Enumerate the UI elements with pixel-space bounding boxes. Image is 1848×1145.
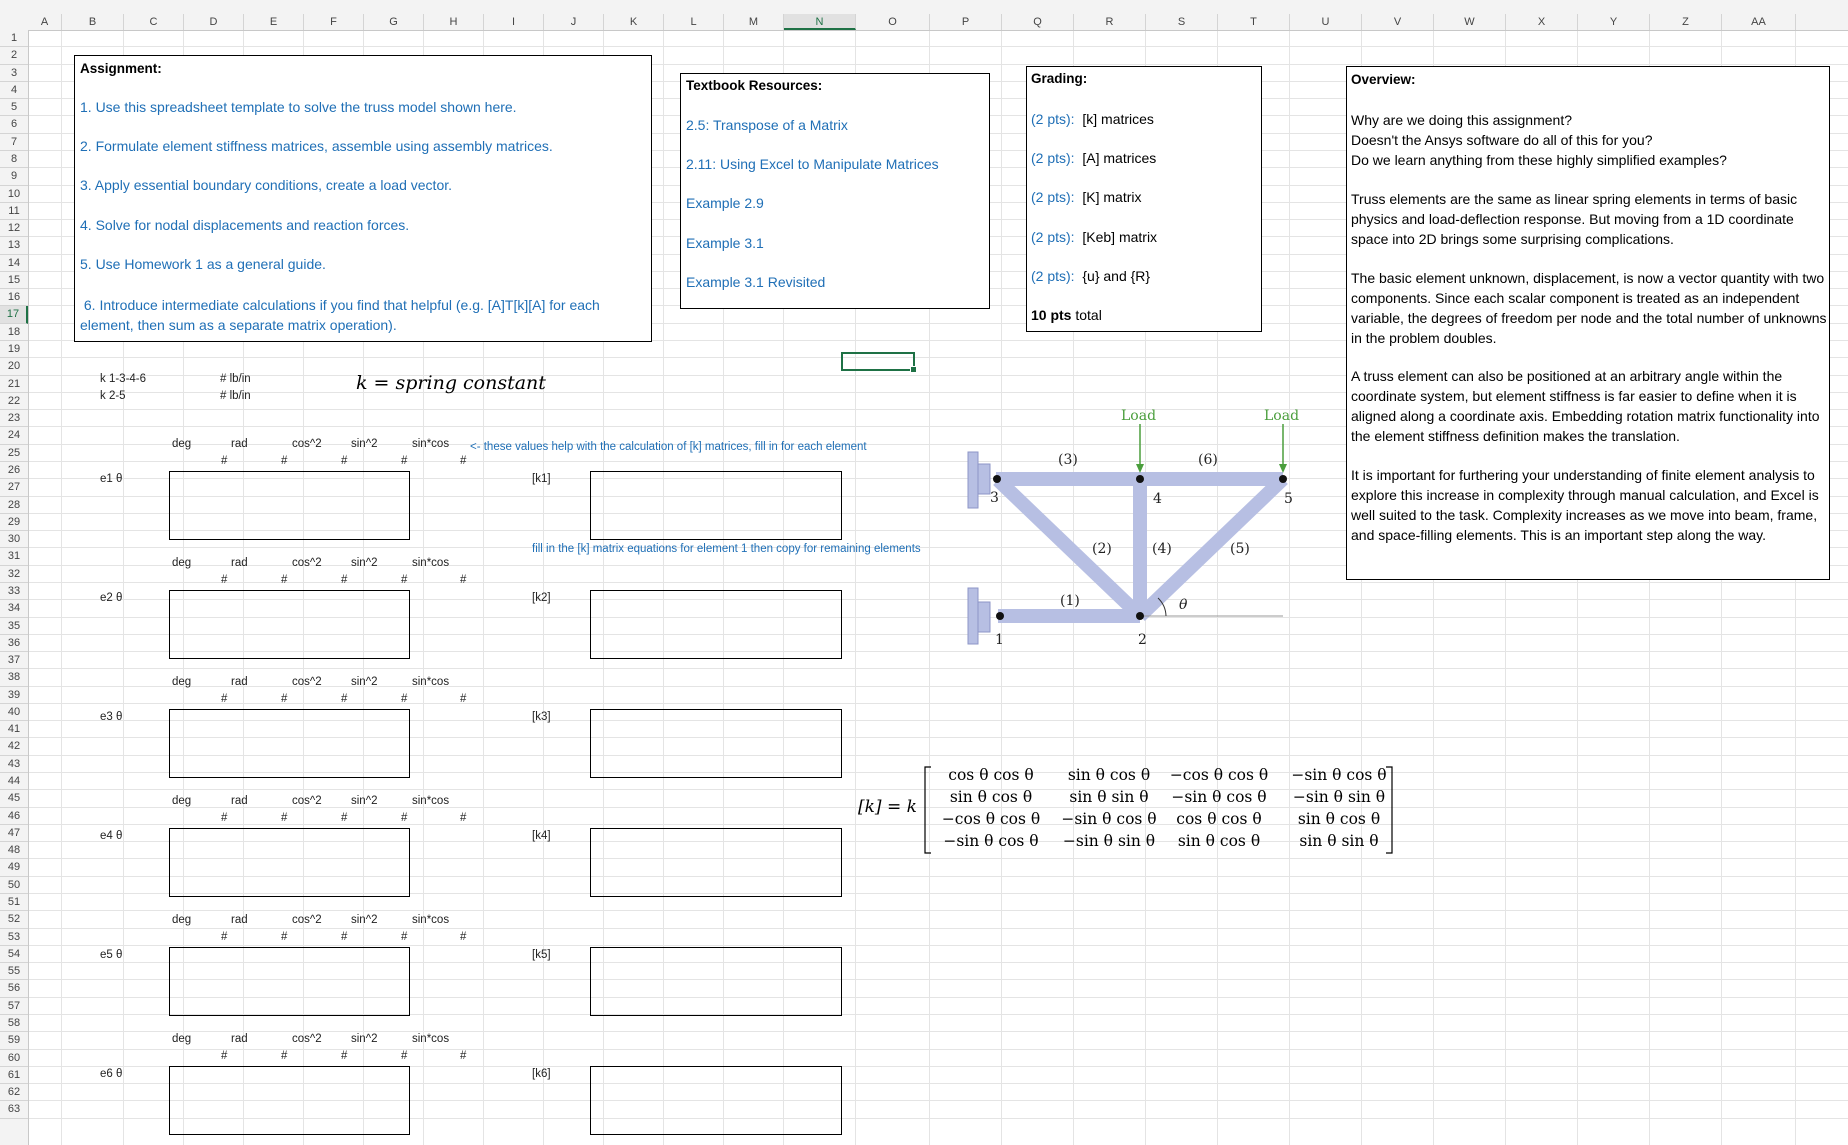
header-cos2[interactable]: cos^2 [292,438,322,450]
row-header-20[interactable]: 20 [0,358,28,375]
support-bottom-plate [978,602,990,632]
truss-diagram [958,400,1303,655]
header-sin2[interactable]: sin^2 [351,1033,378,1045]
header-sin2[interactable]: sin^2 [351,795,378,807]
element-value-box[interactable] [169,709,410,778]
row-header-23[interactable]: 23 [0,410,28,427]
member-label-6: (6) [1198,452,1218,468]
header-cos2[interactable]: cos^2 [292,1033,322,1045]
column-header-A[interactable]: A [28,14,62,30]
column-header-D[interactable]: D [184,14,244,30]
hash-placeholder[interactable]: # [460,812,467,824]
row-header-25[interactable]: 25 [0,445,28,462]
hash-placeholder[interactable]: # [221,931,228,943]
column-header-S[interactable]: S [1146,14,1218,30]
matrix-cell: cos θ cos θ [1176,810,1262,828]
k1-unit[interactable]: # lb/in [220,373,251,385]
header-rad[interactable]: rad [231,438,248,450]
row-header-8[interactable]: 8 [0,151,28,168]
header-deg[interactable]: deg [172,557,192,569]
assignment-item: 2. Formulate element stiffness matrices, assemble using assembly matrices. [80,138,553,154]
row-header-40[interactable]: 40 [0,704,28,721]
row-header-7[interactable]: 7 [0,134,28,151]
grading-row [1031,187,1141,207]
gridline-horizontal [28,928,1848,929]
overview-paragraph: It is important for furthering your understanding of finite element analysis to explore this increase in complexity through manual calculation, and Excel is well suited to the task. Complexity increases as we move into beam, frame, and space-filling elements. This is an important step along the way. [1351,467,1819,543]
grading-label: [Keb] matrix [1082,229,1158,245]
hash-placeholder[interactable]: # [221,455,228,467]
load-label-1: Load [1121,408,1157,424]
column-headers [0,0,1848,31]
row-header-33[interactable]: 33 [0,583,28,600]
header-rad[interactable]: rad [231,1033,248,1045]
row-header-54[interactable]: 54 [0,946,28,963]
assignment-item: 1. Use this spreadsheet template to solve the truss model shown here. [80,99,517,115]
matrix-cell: −sin θ sin θ [1292,788,1386,806]
hash-placeholder[interactable]: # [341,455,348,467]
row-header-55[interactable]: 55 [0,963,28,980]
grading-pts: (2 pts): [1031,111,1075,127]
hash-placeholder[interactable]: # [221,812,228,824]
row-header-56[interactable]: 56 [0,980,28,997]
hash-placeholder[interactable]: # [460,574,467,586]
element-value-box[interactable] [169,590,410,659]
hash-placeholder[interactable]: # [341,693,348,705]
row-header-43[interactable]: 43 [0,756,28,773]
row-header-24[interactable]: 24 [0,427,28,444]
column-header-H[interactable]: H [424,14,484,30]
header-sin2[interactable]: sin^2 [351,914,378,926]
row-header-45[interactable]: 45 [0,790,28,807]
member-label-4: (4) [1152,541,1172,557]
node-4 [1136,475,1144,483]
node-label-4: 4 [1153,491,1162,507]
grading-label: [k] matrices [1082,111,1154,127]
support-top [968,452,978,508]
row-header-21[interactable]: 21 [0,376,28,393]
column-header-U[interactable]: U [1290,14,1362,30]
row-headers [0,30,29,1145]
element-angle-label[interactable]: e6 θ [100,1068,123,1080]
grading-pts: (2 pts): [1031,189,1075,205]
overview-title: Overview: [1351,72,1416,87]
row-header-42[interactable]: 42 [0,738,28,755]
element-angle-label[interactable]: e2 θ [100,592,123,604]
row-header-19[interactable]: 19 [0,341,28,358]
column-header-K[interactable]: K [604,14,664,30]
resource-link[interactable]: Example 2.9 [686,195,764,211]
row-header-58[interactable]: 58 [0,1015,28,1032]
node-2 [1136,612,1144,620]
hash-placeholder[interactable]: # [341,812,348,824]
row-header-28[interactable]: 28 [0,497,28,514]
element-value-box[interactable] [169,1066,410,1135]
column-header-R[interactable]: R [1074,14,1146,30]
gridline-horizontal [28,1049,1848,1050]
row-header-13[interactable]: 13 [0,237,28,254]
column-header-V[interactable]: V [1362,14,1434,30]
assignment-item: 3. Apply essential boundary conditions, create a load vector. [80,177,453,193]
row-header-47[interactable]: 47 [0,825,28,842]
node-label-1: 1 [995,632,1004,648]
column-header-T[interactable]: T [1218,14,1290,30]
matrix-cell: sin θ sin θ [1299,832,1379,850]
grading-total-pts: 10 pts [1031,307,1072,323]
row-header-52[interactable]: 52 [0,911,28,928]
row-header-53[interactable]: 53 [0,929,28,946]
k1-label[interactable]: k 1-3-4-6 [100,373,147,385]
row-header-57[interactable]: 57 [0,998,28,1015]
member-label-2: (2) [1092,541,1112,557]
gridline-vertical [61,30,62,1145]
header-deg[interactable]: deg [172,914,192,926]
header-sincos[interactable]: sin*cos [412,1033,450,1045]
column-header-N[interactable]: N [784,14,856,30]
support-bottom [968,588,978,644]
hash-placeholder[interactable]: # [221,1050,228,1062]
header-deg[interactable]: deg [172,1033,192,1045]
hash-placeholder[interactable]: # [401,931,408,943]
header-rad[interactable]: rad [231,557,248,569]
row-header-31[interactable]: 31 [0,548,28,565]
matrix-cell: −sin θ sin θ [1062,832,1156,850]
row-header-46[interactable]: 46 [0,808,28,825]
row-header-17[interactable]: 17 [0,306,28,323]
spring-constant-formula: k = spring constant [356,372,546,394]
row-header-36[interactable]: 36 [0,635,28,652]
matrix-cell: sin θ cos θ [1067,766,1151,784]
gridline-horizontal [28,945,1848,946]
k-matrix-box[interactable] [590,471,842,540]
gridline-horizontal [28,582,1848,583]
row-header-5[interactable]: 5 [0,99,28,116]
element-value-box[interactable] [169,947,410,1016]
support-top-plate [978,464,990,494]
header-sincos[interactable]: sin*cos [412,914,450,926]
column-header-E[interactable]: E [244,14,304,30]
fill-note: fill in the [k] matrix equations for element 1 then copy for remaining elements [532,543,921,555]
k2-label[interactable]: k 2-5 [100,390,126,402]
header-cos2[interactable]: cos^2 [292,676,322,688]
matrix-cell: cos θ cos θ [948,766,1034,784]
row-header-48[interactable]: 48 [0,842,28,859]
overview-paragraph: The basic element unknown, displacement, is now a vector quantity with two components. Since each scalar component is treated as an independent variable, the degrees of freedom per node and the total number of unknowns in the problem doubles. [1351,270,1827,346]
matrix-bracket-left [923,766,933,854]
matrix-cell: −cos θ cos θ [1169,766,1269,784]
header-deg[interactable]: deg [172,438,192,450]
theta-label: θ [1179,597,1188,613]
hash-placeholder[interactable]: # [401,455,408,467]
row-header-14[interactable]: 14 [0,255,28,272]
element-angle-label[interactable]: e4 θ [100,830,123,842]
grading-pts: (2 pts): [1031,229,1075,245]
column-header-Q[interactable]: Q [1002,14,1074,30]
row-header-18[interactable]: 18 [0,324,28,341]
assignment-item: 6. Introduce intermediate calculations if you find that helpful (e.g. [A]T[k][A] for each element, then sum as a separate matrix operation). [80,297,604,333]
grading-label: {u} and {R} [1082,268,1151,284]
k-matrix-box[interactable] [590,947,842,1016]
header-rad[interactable]: rad [231,795,248,807]
column-header-Y[interactable]: Y [1578,14,1650,30]
matrix-cell: sin θ cos θ [1297,810,1381,828]
column-header-W[interactable]: W [1434,14,1506,30]
grading-pts: (2 pts): [1031,150,1075,166]
node-5 [1279,475,1287,483]
k-matrix-label[interactable]: [k6] [532,1068,551,1080]
gridline-horizontal [28,703,1848,704]
row-header-12[interactable]: 12 [0,220,28,237]
grading-row [1031,266,1150,286]
gridline-horizontal [28,668,1848,669]
row-header-41[interactable]: 41 [0,721,28,738]
row-header-10[interactable]: 10 [0,186,28,203]
hash-placeholder[interactable]: # [281,812,288,824]
column-header-M[interactable]: M [724,14,784,30]
row-header-6[interactable]: 6 [0,116,28,133]
k-matrix-box[interactable] [590,709,842,778]
column-header-I[interactable]: I [484,14,544,30]
k-matrix-box[interactable] [590,590,842,659]
row-header-1[interactable]: 1 [0,30,28,47]
hash-placeholder[interactable]: # [401,812,408,824]
matrix-cell: −sin θ cos θ [1291,766,1387,784]
hash-placeholder[interactable]: # [281,574,288,586]
row-header-29[interactable]: 29 [0,514,28,531]
hash-placeholder[interactable]: # [460,931,467,943]
row-header-63[interactable]: 63 [0,1101,28,1118]
hash-placeholder[interactable]: # [281,693,288,705]
assignment-box [74,55,652,342]
column-header-L[interactable]: L [664,14,724,30]
resources-title: Textbook Resources: [686,78,823,93]
grading-title: Grading: [1031,71,1088,86]
element-value-box[interactable] [169,471,410,540]
resource-link[interactable]: 2.5: Transpose of a Matrix [686,117,848,133]
k-matrix-label[interactable]: [k5] [532,949,551,961]
hash-placeholder[interactable]: # [401,1050,408,1062]
k-matrix-label[interactable]: [k1] [532,473,551,485]
overview-box [1346,66,1830,580]
matrix-cell: −sin θ cos θ [1061,810,1157,828]
header-cos2[interactable]: cos^2 [292,795,322,807]
row-header-38[interactable]: 38 [0,669,28,686]
matrix-cell: sin θ sin θ [1069,788,1149,806]
row-header-26[interactable]: 26 [0,462,28,479]
member-label-1: (1) [1060,593,1080,609]
assignment-title: Assignment: [80,61,162,76]
overview-paragraph: A truss element can also be positioned at an arbitrary angle within the coordinate system, but element stiffness is far easier to define when it is aligned along a coordinate axis. Embedding rotation matrix functionality into the element stiffness definition makes the translation. [1351,368,1820,444]
header-deg[interactable]: deg [172,676,192,688]
help-note: <- these values help with the calculation of [k] matrices, fill in for each element [470,441,867,453]
element-value-box[interactable] [169,828,410,897]
hash-placeholder[interactable]: # [341,1050,348,1062]
row-header-61[interactable]: 61 [0,1067,28,1084]
header-rad[interactable]: rad [231,676,248,688]
hash-placeholder[interactable]: # [460,455,467,467]
hash-placeholder[interactable]: # [221,693,228,705]
hash-placeholder[interactable]: # [341,574,348,586]
hash-placeholder[interactable]: # [221,574,228,586]
node-label-3: 3 [990,490,999,506]
grading-box [1026,66,1262,332]
member-label-5: (5) [1230,541,1250,557]
row-header-3[interactable]: 3 [0,65,28,82]
header-sincos[interactable]: sin*cos [412,676,450,688]
grading-total [1031,305,1102,325]
grading-total-label: total [1071,307,1102,323]
row-header-59[interactable]: 59 [0,1032,28,1049]
row-header-27[interactable]: 27 [0,479,28,496]
load-arrowhead-2 [1279,464,1287,473]
node-3 [993,475,1001,483]
header-cos2[interactable]: cos^2 [292,557,322,569]
assignment-item: 4. Solve for nodal displacements and reaction forces. [80,217,410,233]
header-sincos[interactable]: sin*cos [412,557,450,569]
overview-paragraph: Why are we doing this assignment? Doesn't the Ansys software do all of this for you? Do we learn anything from these highly simplified examples? [1351,112,1727,168]
resource-link[interactable]: Example 3.1 [686,235,764,251]
hash-placeholder[interactable]: # [460,1050,467,1062]
row-header-62[interactable]: 62 [0,1084,28,1101]
hash-placeholder[interactable]: # [460,693,467,705]
row-header-39[interactable]: 39 [0,687,28,704]
k2-unit[interactable]: # lb/in [220,390,251,402]
row-header-4[interactable]: 4 [0,82,28,99]
row-header-37[interactable]: 37 [0,652,28,669]
header-sin2[interactable]: sin^2 [351,676,378,688]
column-header-P[interactable]: P [930,14,1002,30]
matrix-cell: −cos θ cos θ [941,810,1041,828]
column-header-X[interactable]: X [1506,14,1578,30]
row-header-60[interactable]: 60 [0,1050,28,1067]
resource-link[interactable]: 2.11: Using Excel to Manipulate Matrices [686,156,939,172]
column-header-O[interactable]: O [856,14,930,30]
row-header-44[interactable]: 44 [0,773,28,790]
node-label-2: 2 [1138,632,1147,648]
resource-link[interactable]: Example 3.1 Revisited [686,274,826,290]
header-deg[interactable]: deg [172,795,192,807]
column-header-Z[interactable]: Z [1650,14,1722,30]
node-label-5: 5 [1284,491,1293,507]
grading-label: [A] matrices [1082,150,1157,166]
member-label-3: (3) [1058,452,1078,468]
column-header-F[interactable]: F [304,14,364,30]
overview-paragraph: Truss elements are the same as linear spring elements in terms of basic physics and load-deflection response. But moving from a 1D coordinate space into 2D brings some surprising complications. [1351,191,1798,247]
hash-placeholder[interactable]: # [401,574,408,586]
row-header-30[interactable]: 30 [0,531,28,548]
row-header-51[interactable]: 51 [0,894,28,911]
row-header-9[interactable]: 9 [0,168,28,185]
header-sin2[interactable]: sin^2 [351,438,378,450]
header-sincos[interactable]: sin*cos [412,438,450,450]
hash-placeholder[interactable]: # [341,931,348,943]
matrix-cell: sin θ cos θ [1177,832,1261,850]
row-header-32[interactable]: 32 [0,566,28,583]
element-angle-label[interactable]: e1 θ [100,473,123,485]
row-header-35[interactable]: 35 [0,618,28,635]
node-1 [996,612,1004,620]
gridline-horizontal [28,910,1848,911]
column-header-B[interactable]: B [62,14,124,30]
row-header-16[interactable]: 16 [0,289,28,306]
grading-row [1031,148,1156,168]
row-header-15[interactable]: 15 [0,272,28,289]
k-matrix-box[interactable] [590,1066,842,1135]
column-header-AA[interactable]: AA [1722,14,1796,30]
matrix-cell: sin θ cos θ [949,788,1033,806]
row-header-2[interactable]: 2 [0,47,28,64]
load-label-2: Load [1264,408,1300,424]
row-header-50[interactable]: 50 [0,877,28,894]
grading-pts: (2 pts): [1031,268,1075,284]
row-header-22[interactable]: 22 [0,393,28,410]
matrix-cell: −sin θ cos θ [1171,788,1267,806]
stiffness-lhs: [k] = k [858,797,917,817]
k-matrix-label[interactable]: [k2] [532,592,551,604]
hash-placeholder[interactable]: # [281,455,288,467]
grading-row [1031,227,1157,247]
header-sin2[interactable]: sin^2 [351,557,378,569]
hash-placeholder[interactable]: # [401,693,408,705]
hash-placeholder[interactable]: # [281,931,288,943]
header-rad[interactable]: rad [231,914,248,926]
row-header-34[interactable]: 34 [0,600,28,617]
matrix-cell: −sin θ cos θ [943,832,1039,850]
header-cos2[interactable]: cos^2 [292,914,322,926]
load-arrowhead-1 [1136,464,1144,473]
assignment-item: 5. Use Homework 1 as a general guide. [80,256,326,272]
supports [968,452,990,644]
hash-placeholder[interactable]: # [281,1050,288,1062]
resources-box [680,73,990,309]
gridline-horizontal [28,46,1848,47]
stiffness-equation [858,766,1398,856]
active-cell[interactable] [841,352,915,371]
column-header-J[interactable]: J [544,14,604,30]
row-header-11[interactable]: 11 [0,203,28,220]
grading-label: [K] matrix [1082,189,1142,205]
k-matrix-box[interactable] [590,828,842,897]
row-header-49[interactable]: 49 [0,859,28,876]
grading-row [1031,109,1154,129]
header-sincos[interactable]: sin*cos [412,795,450,807]
k-matrix-label[interactable]: [k3] [532,711,551,723]
k-matrix-label[interactable]: [k4] [532,830,551,842]
element-angle-label[interactable]: e5 θ [100,949,123,961]
element-angle-label[interactable]: e3 θ [100,711,123,723]
column-header-G[interactable]: G [364,14,424,30]
column-header-C[interactable]: C [124,14,184,30]
